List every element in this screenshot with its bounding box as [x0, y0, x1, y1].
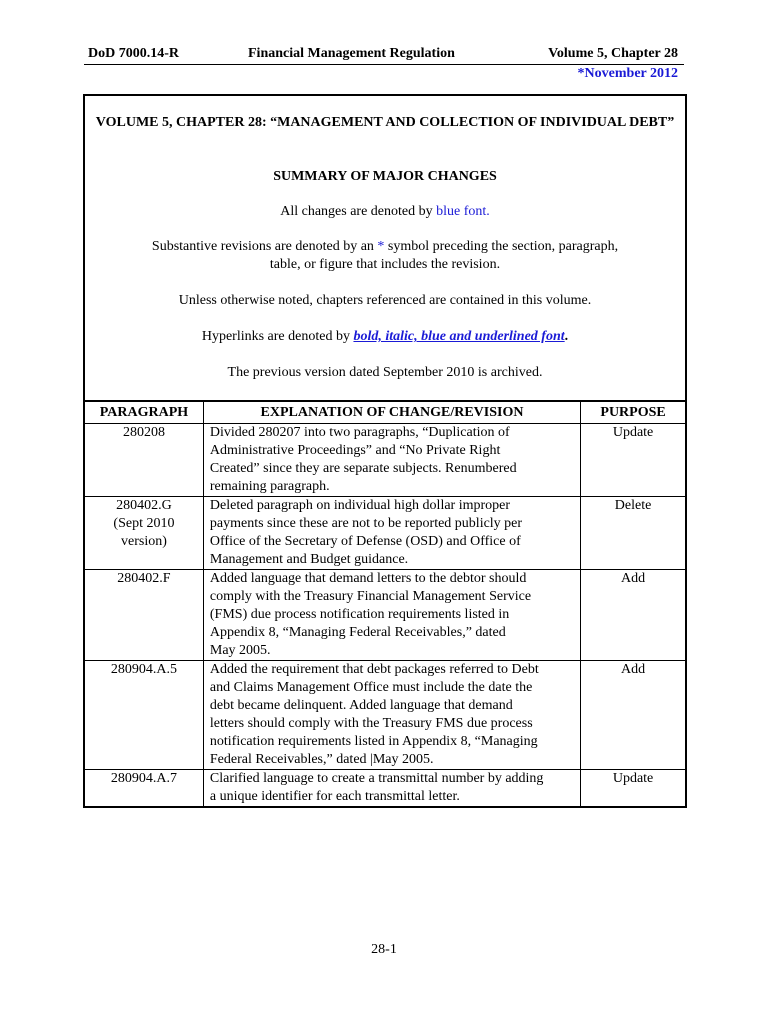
cell-explanation: Added the requirement that debt packages referred to Debt and Claims Management Office must include the date the debt became delinquent. Added language that demand letters should comply with the Treasury FMS due process notification requirements listed in Appendix 8, “Managing Federal Receivables,” dated |May 2005.: [203, 661, 580, 770]
archived-note: The previous version dated September 2010 is archived.: [227, 365, 543, 380]
summary-box: [83, 94, 687, 402]
substantive-note: Substantive revisions are denoted by an * symbol preceding the section, paragraph, table, or figure that includes the revision.: [151, 239, 619, 272]
table-row: [84, 661, 686, 770]
cell-explanation: Divided 280207 into two paragraphs, “Duplication of Administrative Proceedings” and “No Private Right Created” since they are separate subjects. Renumbered remaining paragraph.: [203, 424, 580, 497]
revision-date: *November 2012: [577, 66, 678, 81]
changes-table: [83, 400, 687, 808]
chapters-note: Unless otherwise noted, chapters referenced are contained in this volume.: [178, 293, 592, 308]
header-rule: [84, 64, 684, 65]
cell-paragraph: 280904.A.7: [84, 770, 203, 808]
table-row: [84, 770, 686, 808]
cell-explanation: Added language that demand letters to the debtor should comply with the Treasury Financial Management Service (FMS) due process notification requirements listed in Appendix 8, “Managing Federal Receivables,” dated May 2005.: [203, 570, 580, 661]
page-number: 28-1: [371, 942, 397, 957]
cell-purpose: Update: [581, 424, 686, 497]
cell-paragraph: 280402.F: [84, 570, 203, 661]
cell-paragraph: 280402.G (Sept 2010 version): [84, 497, 203, 570]
chapter-title: VOLUME 5, CHAPTER 28: “MANAGEMENT AND COLLECTION OF INDIVIDUAL DEBT”: [95, 115, 675, 130]
cell-purpose: Add: [581, 661, 686, 770]
table-row: [84, 424, 686, 497]
col-header-paragraph: PARAGRAPH: [84, 401, 203, 424]
cell-explanation: Deleted paragraph on individual high dollar improper payments since these are not to be reported publicly per Office of the Secretary of Defense (OSD) and Office of Management and Budget guidance.: [203, 497, 580, 570]
hyperlink-style-example[interactable]: bold, italic, blue and underlined font: [353, 329, 565, 344]
cell-purpose: Add: [581, 570, 686, 661]
table-row: [84, 497, 686, 570]
table-header-row: [84, 401, 686, 424]
doc-id: DoD 7000.14-R: [88, 46, 179, 61]
summary-subtitle: SUMMARY OF MAJOR CHANGES: [273, 169, 497, 184]
asterisk-symbol: *: [377, 239, 385, 254]
cell-paragraph: 280904.A.5: [84, 661, 203, 770]
cell-paragraph: 280208: [84, 424, 203, 497]
page-header: [88, 46, 678, 64]
table-row: [84, 570, 686, 661]
hyperlinks-note: Hyperlinks are denoted by bold, italic, blue and underlined font.: [201, 329, 569, 344]
col-header-purpose: PURPOSE: [581, 401, 686, 424]
doc-title: Financial Management Regulation: [248, 46, 455, 61]
col-header-explanation: EXPLANATION OF CHANGE/REVISION: [203, 401, 580, 424]
changes-note: All changes are denoted by blue font.: [280, 204, 490, 219]
volume-chapter: Volume 5, Chapter 28: [548, 46, 678, 61]
cell-purpose: Delete: [581, 497, 686, 570]
cell-explanation: Clarified language to create a transmittal number by adding a unique identifier for each transmittal letter.: [203, 770, 580, 808]
cell-purpose: Update: [581, 770, 686, 808]
